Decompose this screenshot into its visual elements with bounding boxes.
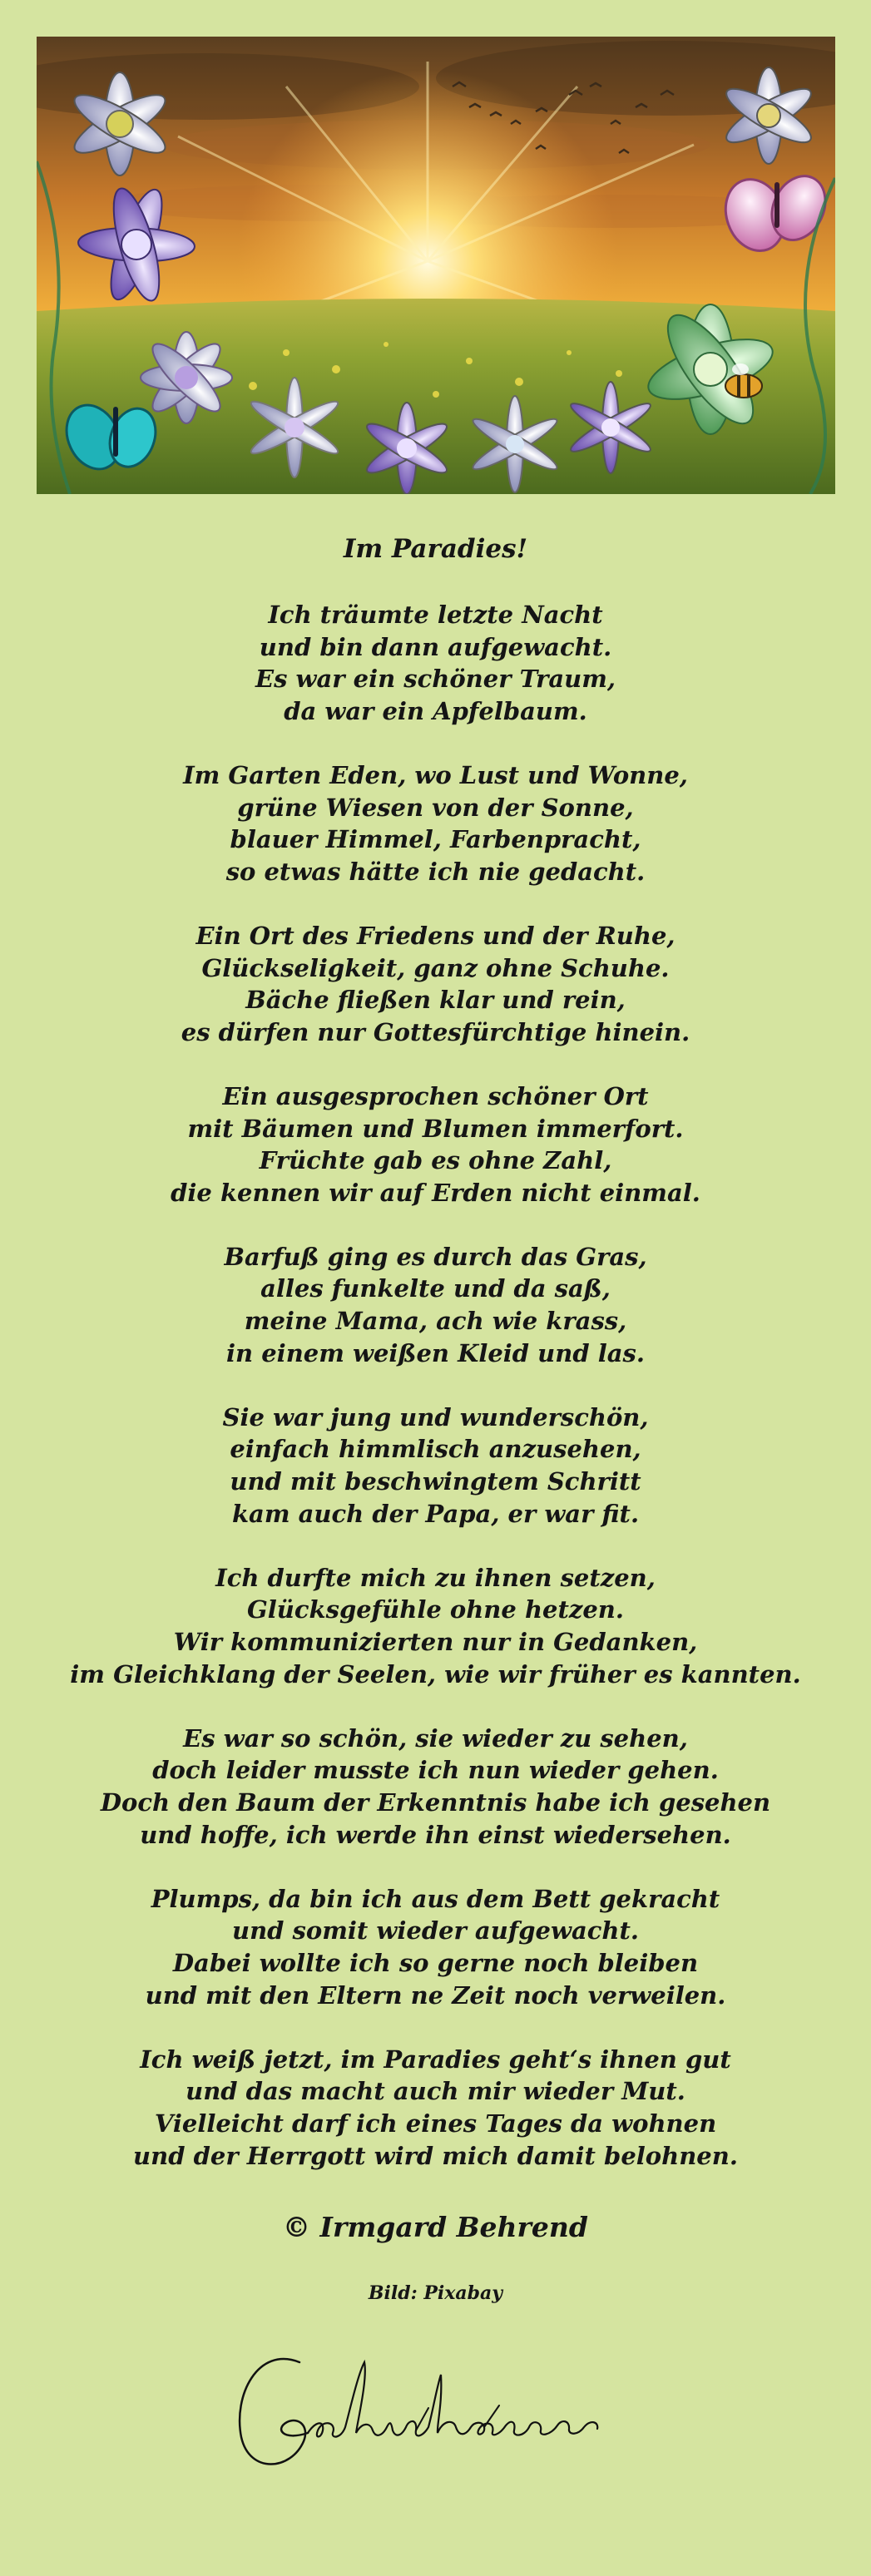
poem-line: Wir kommunizierten nur in Gedanken,	[173, 1628, 698, 1656]
stanza	[0, 1883, 871, 2011]
poem-line: Sie war jung und wunderschön,	[222, 1402, 649, 1431]
flower-bottom-left	[141, 332, 232, 423]
header-image	[37, 37, 835, 494]
poem-line: blauer Himmel, Farbenpracht,	[230, 825, 641, 854]
stanza	[0, 1080, 871, 1209]
poem-line: Ich träumte letzte Nacht	[268, 601, 603, 629]
poem-line: Ich weiß jetzt, im Paradies geht‘s ihnen gut	[140, 2044, 731, 2074]
stanza	[0, 2044, 871, 2172]
poem-line: Im Garten Eden, wo Lust und Wonne,	[183, 760, 688, 789]
poem-line: und hoffe, ich werde ihn einst wiedersehen.	[140, 1820, 731, 1849]
poem-line: Bäche fließen klar und rein,	[245, 986, 626, 1015]
poem-line: Vielleicht darf ich eines Tages da wohnen	[154, 2109, 717, 2138]
poem-line: in einem weißen Kleid und las.	[226, 1338, 645, 1367]
poem-line: und der Herrgott wird mich damit belohnen.	[133, 2141, 738, 2170]
poem-line: Doch den Baum der Erkenntnis habe ich gesehen	[100, 1787, 771, 1817]
stanza	[0, 759, 871, 888]
poem-line: Barfuß ging es durch das Gras,	[224, 1242, 647, 1271]
poem-line: Dabei wollte ich so gerne noch bleiben	[172, 1948, 699, 1977]
poem-line: es dürfen nur Gottesfürchtige hinein.	[181, 1017, 690, 1046]
stanza	[0, 599, 871, 727]
signature-logo	[225, 2329, 641, 2487]
poem-line: die kennen wir auf Erden nicht einmal.	[171, 1178, 700, 1207]
poem-line: Es war so schön, sie wieder zu sehen,	[183, 1723, 688, 1753]
poem	[0, 532, 871, 2204]
poem-line: meine Mama, ach wie krass,	[244, 1307, 627, 1336]
poem-line: und mit den Eltern ne Zeit noch verweilen.	[145, 1980, 726, 2010]
poem-line: alles funkelte und da saß,	[260, 1274, 611, 1303]
poem-line: grüne Wiesen von der Sonne,	[237, 793, 634, 822]
poem-line: einfach himmlisch anzusehen,	[230, 1435, 641, 1464]
poem-line: da war ein Apfelbaum.	[284, 696, 587, 725]
poem-line: Ein ausgesprochen schöner Ort	[222, 1081, 649, 1110]
poem-line: und das macht auch mir wieder Mut.	[186, 2077, 685, 2106]
author-credit: © Irmgard Behrend	[283, 2211, 588, 2243]
poem-line: und mit beschwingtem Schritt	[230, 1467, 641, 1496]
stanza	[0, 1562, 871, 1690]
poem-line: Es war ein schöner Traum,	[255, 665, 616, 694]
poem-line: Ich durfte mich zu ihnen setzen,	[215, 1563, 656, 1592]
stanza	[0, 1723, 871, 1851]
image-credit: Bild: Pixabay	[368, 2282, 503, 2304]
poem-title: Im Paradies!	[343, 534, 528, 564]
poem-line: Früchte gab es ohne Zahl,	[259, 1146, 612, 1175]
stanza	[0, 1402, 871, 1530]
poem-line: doch leider musste ich nun wieder gehen.	[152, 1756, 719, 1785]
poem-line: kam auch der Papa, er war fit.	[231, 1499, 640, 1528]
poem-line: Plumps, da bin ich aus dem Bett gekracht	[151, 1884, 720, 1913]
poem-line: Glückseligkeit, ganz ohne Schuhe.	[201, 953, 670, 982]
poem-line: im Gleichklang der Seelen, wie wir früher es kannten.	[70, 1659, 801, 1688]
poem-line: Glücksgefühle ohne hetzen.	[247, 1595, 624, 1624]
poem-line: und somit wieder aufgewacht.	[231, 1916, 639, 1946]
stanza	[0, 920, 871, 1048]
poem-line: so etwas hätte ich nie gedacht.	[225, 857, 646, 886]
stanza	[0, 1241, 871, 1369]
poem-line: mit Bäumen und Blumen immerfort.	[187, 1114, 684, 1143]
poem-line: und bin dann aufgewacht.	[259, 632, 612, 661]
poem-line: Ein Ort des Friedens und der Ruhe,	[195, 921, 676, 950]
